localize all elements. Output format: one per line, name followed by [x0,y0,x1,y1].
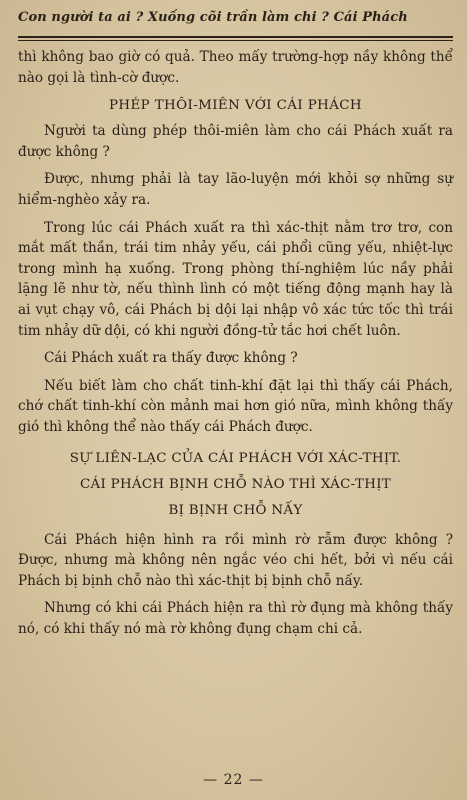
section-title-connection [18,446,453,524]
paragraph-closing: Nhưng có khi cái Phách hiện ra thì rờ đụng mà không thấy nó, có khi thấy nó mà rờ không đụng chạm chi cả. [18,600,453,637]
paragraph-answer-1: Được, nhưng phải là tay lão-luyện mới khỏi sợ những sự hiểm-nghèo xảy ra. [18,171,453,208]
paragraph-description: Trong lúc cái Phách xuất ra thì xác-thịt nằm trơ trơ, con mắt mất thần, trái tim nhảy yếu, cái phổi cũng yếu, nhiệt-lực trong mình hạ xuống. Trong phòng thí-nghiệm lúc nầy phải lặng lẽ như tờ, nếu thình lình có một tiếng động mạnh hay là ai vụt chạy vô, cái Phách bị dội lại nhập vô xác tức tốc thì trái tim nhảy dữ dội, có khi người đồng-tử tắc hơi chết luôn. [18,219,453,339]
paragraph-question-1: Người ta dùng phép thôi-miên làm cho cái Phách xuất ra được không ? [18,123,453,160]
paragraph-question-3: Cái Phách hiện hình ra rồi mình rờ rẫm được không ? Được, nhưng mà không nên ngắc véo chi hết, bởi vì nếu cái Phách bị bịnh chỗ nào thì xác-thịt bị bịnh chỗ nấy. [18,531,453,589]
header-rule [18,36,453,38]
header-rule-thin [18,40,453,41]
running-head: Con người ta ai ? Xuống cõi trần làm chi ? Cái Phách [18,10,408,25]
paragraph-continued: thì không bao giờ có quả. Theo mấy trường-hợp nầy không thể nào gọi là tình-cờ được. [18,49,453,86]
section-title-line-3: BỊ BỊNH CHỖ NẤY [168,502,303,518]
section-title-line-2: CÁI PHÁCH BỊNH CHỖ NÀO THÌ XÁC-THỊT [79,476,392,492]
page-number: — 22 — [203,772,264,788]
paragraph-question-2: Cái Phách xuất ra thấy được không ? [44,350,298,367]
paragraph-answer-2: Nếu biết làm cho chất tinh-khí đặt lại thì thấy cái Phách, chớ chất tinh-khí còn mảnh mai hơn gió nữa, mình không thấy gió thì không thể nào thấy cái Phách được. [18,377,453,435]
section-title-hypnosis: PHÉP THÔI-MIÊN VỚI CÁI PHÁCH [108,98,363,114]
section-title-line-1: SỰ LIÊN-LẠC CỦA CÁI PHÁCH VỚI XÁC-THỊT. [69,450,402,466]
